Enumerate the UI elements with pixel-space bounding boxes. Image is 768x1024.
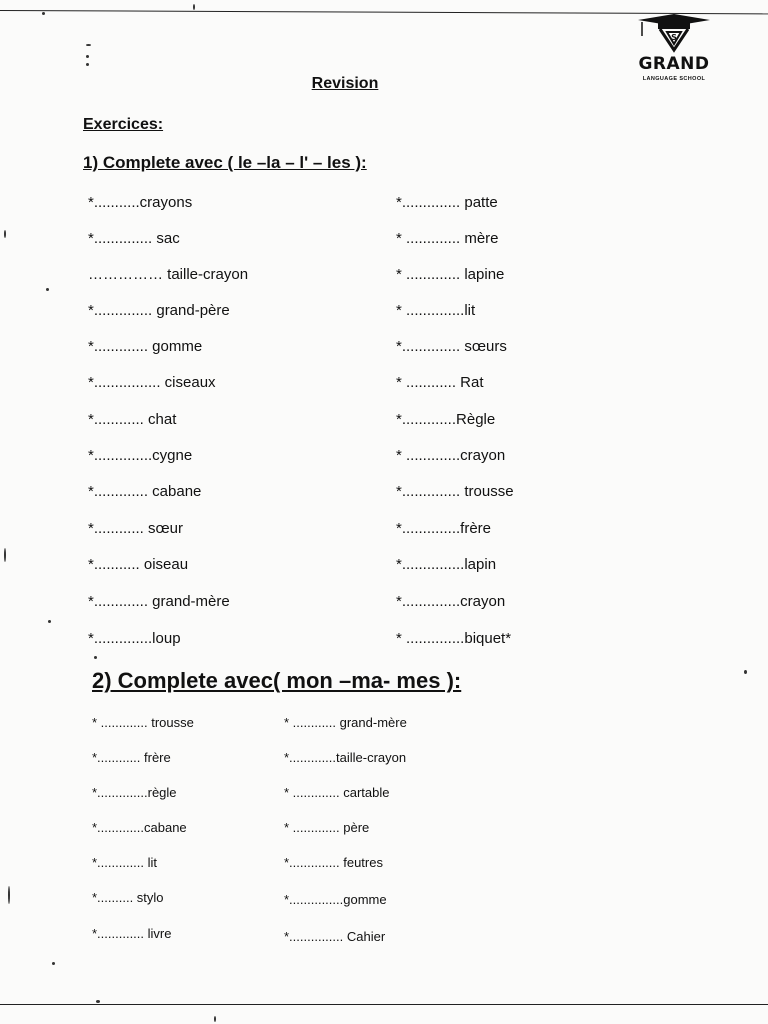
exercise1-item: *..............crayon [396, 593, 506, 610]
exercise2-heading: 2) Complete avec( mon –ma- mes ): [92, 668, 462, 693]
exercise1-item: *..............loup [88, 630, 181, 647]
exercise1-item: *...............lapin [396, 556, 497, 573]
logo-name: GRAND [638, 54, 710, 74]
scan-speck [4, 548, 6, 562]
scan-speck [96, 1000, 100, 1003]
exercise1-item: *..............cygne [88, 447, 193, 464]
exercise1-item: *.............. patte [396, 194, 498, 211]
exercise2-item: *............ frère [92, 750, 171, 765]
scan-speck [86, 63, 89, 66]
scan-speck [52, 962, 55, 965]
exercise2-item: *.............cabane [92, 820, 187, 835]
exercise2-item: * ............. cartable [284, 785, 390, 800]
scan-speck [8, 886, 10, 904]
scan-speck [193, 4, 195, 10]
exercise2-item: * ............ grand-mère [284, 715, 407, 730]
scan-speck [86, 55, 89, 58]
page-title: Revision [311, 75, 379, 92]
exercise1-item: *.............. trousse [396, 483, 514, 500]
exercise1-item: * ..............biquet* [396, 630, 512, 647]
scan-speck [94, 656, 97, 659]
graduation-cap-icon [636, 14, 712, 54]
exercise1-item: *..............frère [396, 520, 492, 537]
exercise1-item: *............. cabane [88, 483, 202, 500]
exercise2-item: *............... Cahier [284, 929, 386, 944]
scan-speck [48, 620, 51, 623]
exercise1-item: *............. grand-mère [88, 593, 230, 610]
exercise1-item: * .............crayon [396, 447, 506, 464]
scan-speck [46, 288, 49, 291]
exercise2-item: * ............. père [284, 820, 370, 835]
exercise2-item: *..............règle [92, 785, 177, 800]
exercise1-item: *................ ciseaux [88, 374, 216, 391]
scan-speck [744, 670, 747, 674]
exercise1-item: *.............. sœurs [396, 338, 507, 355]
exercise1-item: *.............. grand-père [88, 302, 230, 319]
logo-subtitle: LANGUAGE SCHOOL [642, 76, 706, 82]
exercise2-item: *.............. feutres [284, 855, 383, 870]
exercise1-item: *.............. sac [88, 230, 180, 247]
exercise2-item: *............. lit [92, 855, 158, 870]
exercise2-item: *...............gomme [284, 892, 387, 907]
exercise2-item: *............. livre [92, 926, 172, 941]
svg-text:S: S [671, 33, 677, 42]
exercise1-item: *............ sœur [88, 520, 184, 537]
exercise1-item: * ............ Rat [396, 374, 484, 391]
exercise1-item: * ............. lapine [396, 266, 505, 283]
scan-speck [86, 44, 91, 46]
exercise1-item: *.............Règle [396, 411, 496, 428]
exercise1-item: * ..............lit [396, 302, 476, 319]
scan-speck [214, 1016, 216, 1022]
exercise1-heading: 1) Complete avec ( le –la – l' – les ): [83, 153, 367, 172]
bottom-border-line [0, 1004, 768, 1005]
scan-speck [4, 230, 6, 238]
exercise1-item: *............. gomme [88, 338, 203, 355]
exercices-heading: Exercices: [83, 116, 164, 133]
exercise2-item: *.............taille-crayon [284, 750, 407, 765]
scan-speck [42, 12, 45, 15]
exercise1-item: …………… taille-crayon [88, 266, 249, 283]
exercise1-item: * ............. mère [396, 230, 499, 247]
exercise1-item: *...........crayons [88, 194, 193, 211]
exercise2-item: *.......... stylo [92, 890, 164, 905]
exercise2-item: * ............. trousse [92, 715, 194, 730]
exercise1-item: *............ chat [88, 411, 177, 428]
exercise1-item: *........... oiseau [88, 556, 189, 573]
